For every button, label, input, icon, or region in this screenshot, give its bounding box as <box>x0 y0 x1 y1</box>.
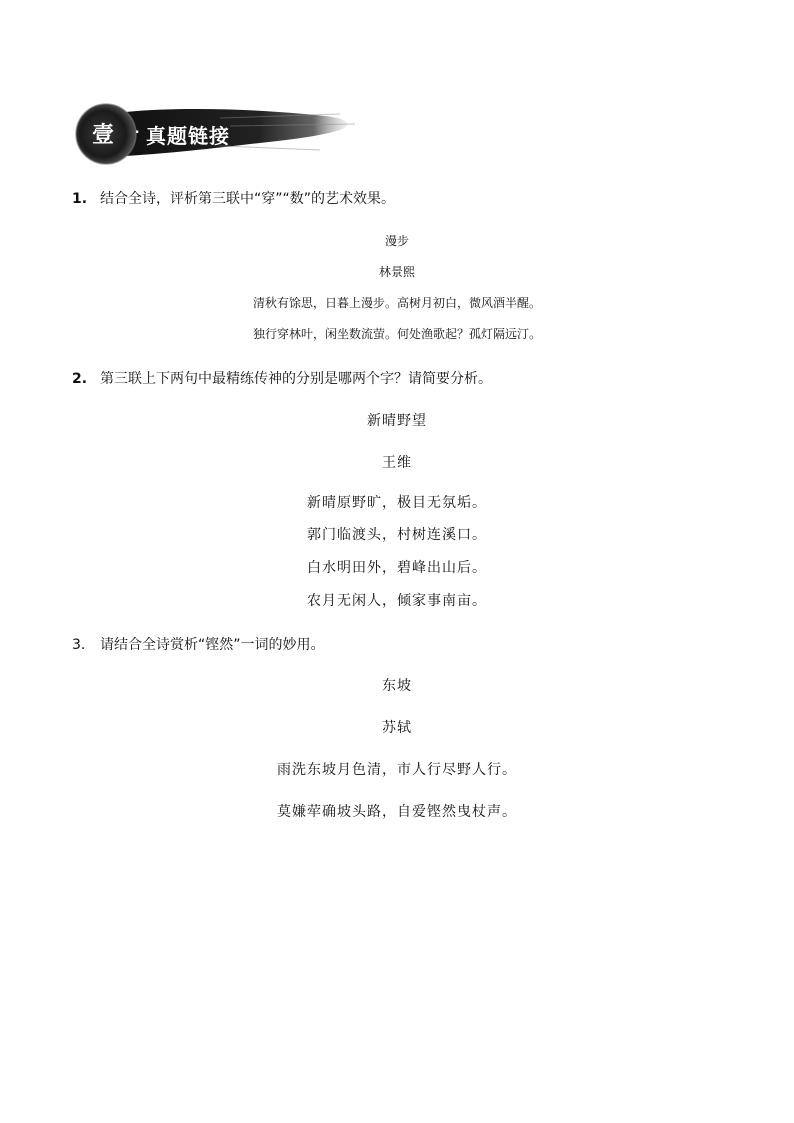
question-1 <box>72 188 395 208</box>
poem-author: 苏轼 <box>382 720 412 736</box>
poem-title: 新晴野望 <box>367 413 427 429</box>
question-2 <box>72 368 492 388</box>
poem-line: 独行穿林叶，闲坐数流萤。何处渔歌起？孤灯隔远汀。 <box>252 327 541 341</box>
poem-author: 王维 <box>382 455 412 471</box>
question-text: 结合全诗，评析第三联中“穿”“数”的艺术效果。 <box>100 191 396 207</box>
banner-separator: · <box>134 120 141 144</box>
question-text: 第三联上下两句中最精练传神的分别是哪两个字？请简要分析。 <box>100 371 492 387</box>
poem-line: 清秋有馀思，日暮上漫步。高树月初白，微风酒半醒。 <box>252 296 541 310</box>
poem-title: 东坡 <box>382 678 412 694</box>
poem-line: 莫嫌荦确坡头路，自爱铿然曳杖声。 <box>277 804 517 820</box>
poem-line: 雨洗东坡月色清，市人行尽野人行。 <box>277 762 517 778</box>
section-banner <box>70 100 360 170</box>
question-number: 1. <box>72 191 88 207</box>
poem-line: 郭门临渡头，村树连溪口。 <box>307 527 487 543</box>
question-text: 请结合全诗赏析“铿然”一词的妙用。 <box>100 637 325 653</box>
section-number: 壹 <box>92 122 116 148</box>
poem-title: 漫步 <box>384 234 409 248</box>
question-number: 3. <box>72 637 86 653</box>
poem-author: 林景熙 <box>378 265 415 279</box>
question-3 <box>72 634 325 654</box>
poem-line: 新晴原野旷，极目无氛垢。 <box>307 495 487 511</box>
question-number: 2. <box>72 371 88 387</box>
poem-line: 白水明田外，碧峰出山后。 <box>307 560 487 576</box>
poem-line: 农月无闲人，倾家事南亩。 <box>307 593 487 609</box>
section-title: 真题链接 <box>146 124 230 148</box>
